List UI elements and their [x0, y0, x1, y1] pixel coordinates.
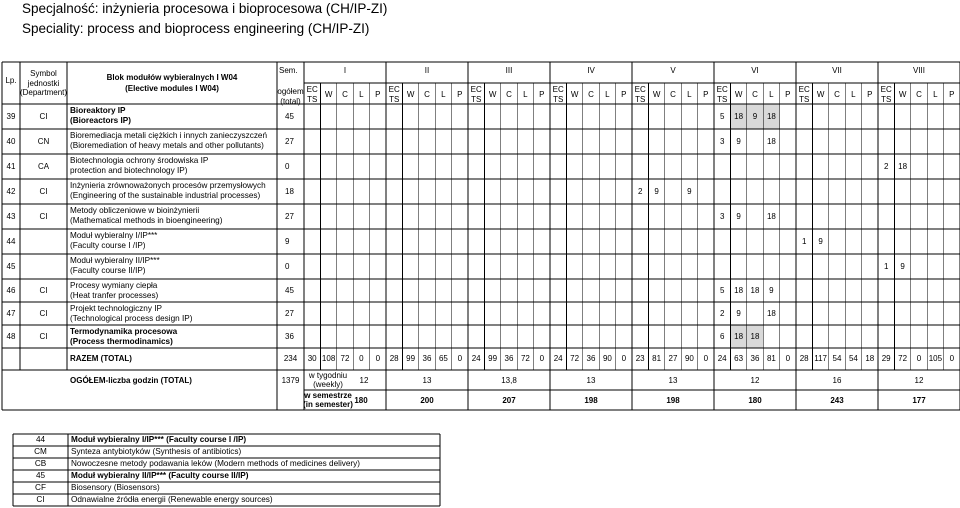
row-module-name-en: (Process thermodinamics)	[70, 337, 173, 346]
razem-value: 24	[717, 354, 727, 363]
legend-code: 44	[35, 435, 46, 444]
header-lp: Lp.	[5, 76, 17, 85]
row-module-name-en: (Heat tranfer processes)	[70, 291, 159, 300]
header-col-L: L	[441, 90, 446, 99]
row-module-name-en: protection and biotechnology IP)	[70, 166, 188, 175]
header-col-L: L	[687, 90, 692, 99]
row-module-name-en: (Mathematical methods in bioengineering)	[70, 216, 223, 225]
row-module-name: Termodynamika procesowa	[70, 327, 178, 336]
legend-code: CB	[34, 459, 47, 468]
legend-text: Moduł wybieralny II/IP*** (Faculty course II/IP)	[71, 471, 249, 480]
weekly-value: 12	[359, 376, 369, 385]
header-ec: EC	[388, 85, 400, 94]
semester-value: 198	[584, 396, 598, 405]
row-module-name-en: (Bioreactors IP)	[70, 116, 131, 125]
row-value: 18	[734, 331, 744, 341]
header-col-C: C	[588, 90, 594, 99]
row-value: 6	[719, 331, 725, 341]
header-col-P: P	[539, 90, 545, 99]
ogolem-total: 1379	[281, 376, 300, 385]
row-value: 18	[766, 211, 776, 221]
razem-value: 28	[799, 354, 809, 363]
razem-value: 54	[848, 354, 858, 363]
row-module-name-en: (Bioremediation of heavy metals and other pollutants)	[70, 141, 264, 150]
row-department: CI	[39, 331, 48, 341]
weekly-label: w tygodniu	[308, 371, 348, 380]
row-value: 5	[719, 285, 725, 295]
row-value: 2	[719, 308, 725, 318]
razem-value: 0	[621, 354, 627, 363]
header-col-P: P	[867, 90, 873, 99]
row-value: 9	[736, 308, 741, 318]
header-col-P: P	[949, 90, 955, 99]
header-col-W: W	[898, 90, 907, 99]
header-semester-number: II	[424, 66, 430, 75]
semester-value: 180	[748, 396, 762, 405]
semester-label: w semestrze	[304, 391, 352, 400]
semester-value: 200	[420, 396, 434, 405]
legend-code: CI	[36, 495, 45, 504]
header-ec: EC	[470, 85, 482, 94]
header-ec: EC	[716, 85, 728, 94]
razem-value: 72	[520, 354, 530, 363]
header-ec: EC	[306, 85, 318, 94]
row-lp: 39	[6, 111, 16, 121]
row-total: 45	[285, 111, 294, 121]
row-lp: 44	[6, 236, 16, 246]
row-value: 18	[766, 111, 776, 121]
row-lp: 43	[6, 211, 16, 221]
weekly-label: (weekly)	[313, 380, 343, 389]
semester-value: 180	[354, 396, 368, 405]
semester-value: 207	[502, 396, 516, 405]
razem-value: 54	[832, 354, 842, 363]
row-lp: 41	[6, 161, 16, 171]
header-col-W: W	[816, 90, 825, 99]
header-col-C: C	[342, 90, 348, 99]
legend-text: Biosensory (Biosensors)	[71, 483, 160, 492]
razem-value: 36	[750, 354, 760, 363]
header-block: (Elective modules I W04)	[125, 84, 219, 93]
row-total: 0	[285, 161, 290, 171]
header-col-L: L	[933, 90, 938, 99]
row-value: 18	[766, 136, 776, 146]
header-col-C: C	[670, 90, 676, 99]
header-ec: EC	[634, 85, 646, 94]
razem-value: 0	[703, 354, 709, 363]
row-value: 18	[734, 111, 744, 121]
row-total: 0	[285, 261, 290, 271]
row-value: 5	[719, 111, 725, 121]
header-col-P: P	[375, 90, 381, 99]
header-col-P: P	[621, 90, 627, 99]
row-department: CI	[39, 186, 48, 196]
header-ts: TS	[553, 95, 564, 104]
razem-value: 90	[684, 354, 694, 363]
row-department: CI	[39, 111, 48, 121]
header-ts: TS	[881, 95, 892, 104]
row-total: 45	[285, 285, 294, 295]
razem-total: 234	[283, 354, 298, 363]
header-col-L: L	[523, 90, 528, 99]
razem-value: 72	[898, 354, 908, 363]
razem-value: 29	[881, 354, 891, 363]
razem-value: 36	[586, 354, 596, 363]
row-value: 9	[736, 136, 741, 146]
row-value: 9	[736, 211, 741, 221]
header-col-W: W	[570, 90, 579, 99]
row-value: 18	[734, 285, 744, 295]
row-value: 9	[900, 261, 905, 271]
row-value: 18	[750, 331, 760, 341]
header-col-W: W	[652, 90, 661, 99]
header-ogolem: ogółem	[277, 87, 304, 96]
header-col-P: P	[457, 90, 463, 99]
row-total: 18	[285, 186, 294, 196]
row-module-name: Projekt technologiczny IP	[70, 304, 162, 313]
row-module-name: Procesy wymiany ciepła	[70, 281, 158, 290]
row-value: 18	[766, 308, 776, 318]
razem-value: 105	[928, 354, 943, 363]
header-ts: TS	[471, 95, 482, 104]
legend-code: CM	[34, 447, 47, 456]
header-col-W: W	[734, 90, 743, 99]
row-department: CI	[39, 285, 48, 295]
razem-value: 0	[949, 354, 955, 363]
row-value: 2	[637, 186, 643, 196]
row-value: 9	[687, 186, 692, 196]
header-ts: TS	[717, 95, 728, 104]
row-value: 1	[883, 261, 889, 271]
razem-value: 81	[766, 354, 776, 363]
razem-value: 24	[471, 354, 481, 363]
row-value: 3	[719, 211, 725, 221]
header-col-W: W	[488, 90, 497, 99]
razem-value: 36	[422, 354, 432, 363]
weekly-value: 13	[586, 376, 596, 385]
weekly-value: 16	[832, 376, 842, 385]
header-col-L: L	[605, 90, 610, 99]
razem-value: 0	[359, 354, 364, 363]
razem-value: 90	[602, 354, 612, 363]
header-semester-number: IV	[587, 66, 595, 75]
row-lp: 42	[6, 186, 16, 196]
row-value: 2	[883, 161, 889, 171]
header-col-P: P	[703, 90, 709, 99]
row-value: 9	[818, 236, 823, 246]
header-semester-number: VIII	[912, 66, 926, 75]
header-col-W: W	[406, 90, 415, 99]
page-title-english: Speciality: process and bioprocess engineering (CH/IP-ZI)	[22, 21, 370, 36]
header-semester-number: VII	[832, 66, 842, 75]
row-value: 9	[769, 285, 774, 295]
weekly-value: 13	[668, 376, 678, 385]
legend-code: 45	[35, 471, 46, 480]
row-total: 27	[285, 211, 294, 221]
razem-value: 63	[734, 354, 744, 363]
razem-value: 99	[406, 354, 416, 363]
razem-value: 0	[457, 354, 463, 363]
header-col-C: C	[834, 90, 840, 99]
header-ec: EC	[798, 85, 810, 94]
weekly-value: 13	[422, 376, 432, 385]
ogolem-label: OGÓŁEM-liczba godzin (TOTAL)	[70, 376, 192, 385]
razem-value: 65	[438, 354, 448, 363]
row-lp: 45	[6, 261, 16, 271]
razem-value: 99	[488, 354, 498, 363]
row-value: 18	[898, 161, 908, 171]
razem-value: 0	[539, 354, 545, 363]
razem-value: 27	[668, 354, 678, 363]
semester-value: 243	[830, 396, 844, 405]
razem-value: 0	[375, 354, 381, 363]
row-module-name: Inżynieria zrównoważonych procesów przemysłowych	[70, 181, 266, 190]
row-department: CI	[39, 308, 48, 318]
legend-text: Synteza antybiotyków (Synthesis of antibiotics)	[71, 447, 242, 456]
row-total: 36	[285, 331, 294, 341]
header-symbol: Symbol	[30, 69, 57, 78]
razem-value: 0	[785, 354, 791, 363]
row-module-name-en: (Technological process design IP)	[70, 314, 193, 323]
header-col-L: L	[769, 90, 774, 99]
header-ec: EC	[880, 85, 892, 94]
weekly-value: 12	[914, 376, 924, 385]
header-col-L: L	[359, 90, 364, 99]
row-value: 9	[752, 111, 758, 121]
razem-value: 0	[916, 354, 922, 363]
weekly-value: 13,8	[501, 376, 517, 385]
header-ts: TS	[799, 95, 810, 104]
razem-value: 24	[553, 354, 563, 363]
header-ts: TS	[635, 95, 646, 104]
row-module-name: Moduł wybieralny II/IP***	[70, 256, 160, 265]
header-sem: Sem.	[279, 66, 298, 75]
header-symbol: (Department)	[19, 88, 68, 97]
razem-value: 81	[652, 354, 662, 363]
row-lp: 46	[6, 285, 16, 295]
row-module-name: Bioreaktory IP	[70, 106, 126, 115]
row-total: 27	[285, 136, 294, 146]
semester-value: 198	[666, 396, 680, 405]
row-value: 1	[801, 236, 807, 246]
header-ts: TS	[307, 95, 318, 104]
header-ts: TS	[389, 95, 400, 104]
row-module-name: Moduł wybieralny I/IP***	[70, 231, 158, 240]
row-value: 9	[654, 186, 659, 196]
header-col-C: C	[424, 90, 430, 99]
semester-value: 177	[912, 396, 926, 405]
header-semester-number: V	[670, 66, 676, 75]
header-col-L: L	[851, 90, 856, 99]
razem-value: 108	[321, 354, 336, 363]
header-semester-number: I	[343, 66, 347, 75]
row-module-name: Bioremediacja metali ciężkich i innych zanieczyszczeń	[70, 131, 268, 140]
legend-text: Moduł wybieralny I/IP*** (Faculty course I /IP)	[71, 435, 247, 444]
row-department: CI	[39, 211, 48, 221]
header-semester-number: III	[505, 66, 513, 75]
razem-value: 72	[340, 354, 350, 363]
header-ec: EC	[552, 85, 564, 94]
header-block: Blok modułów wybieralnych I W04	[106, 73, 238, 82]
row-module-name-en: (Faculty course II/IP)	[70, 266, 146, 275]
legend-text: Odnawialne źródła energii (Renewable energy sources)	[71, 495, 273, 504]
weekly-value: 12	[750, 376, 760, 385]
row-module-name-en: (Faculty course I /IP)	[70, 241, 146, 250]
razem-value: 36	[504, 354, 514, 363]
header-col-C: C	[506, 90, 512, 99]
header-col-W: W	[324, 90, 333, 99]
razem-value: 23	[635, 354, 645, 363]
row-department: CN	[37, 136, 50, 146]
legend-text: Nowoczesne metody podawania leków (Modern methods of medicines delivery)	[71, 459, 360, 468]
header-ogolem: (total)	[280, 97, 301, 106]
row-value: 18	[750, 285, 760, 295]
row-module-name-en: (Engineering of the sustainable industrial processes)	[70, 191, 261, 200]
razem-value: 117	[814, 354, 827, 363]
razem-value: 28	[389, 354, 399, 363]
row-total: 9	[285, 236, 290, 246]
row-lp: 47	[6, 308, 16, 318]
row-total: 27	[285, 308, 294, 318]
row-value: 3	[719, 136, 725, 146]
row-department: CA	[37, 161, 50, 171]
row-lp: 40	[6, 136, 16, 146]
header-col-C: C	[752, 90, 758, 99]
page-title-polish: Specjalność: inżynieria procesowa i bioprocesowa (CH/IP-ZI)	[22, 1, 388, 16]
legend-code: CF	[35, 483, 46, 492]
header-symbol: jednostki	[27, 78, 60, 88]
row-module-name: Metody obliczeniowe w bioinżynierii	[70, 206, 200, 215]
header-semester-number: VI	[751, 66, 759, 75]
header-col-P: P	[785, 90, 791, 99]
row-module-name: Biotechnologia ochrony środowiska IP	[70, 156, 209, 165]
razem-value: 72	[570, 354, 580, 363]
header-col-C: C	[916, 90, 922, 99]
razem-value: 18	[865, 354, 875, 363]
razem-label: RAZEM (TOTAL)	[70, 354, 132, 363]
row-lp: 48	[6, 331, 16, 341]
semester-label: (in semester)	[303, 400, 353, 409]
razem-value: 30	[307, 354, 317, 363]
